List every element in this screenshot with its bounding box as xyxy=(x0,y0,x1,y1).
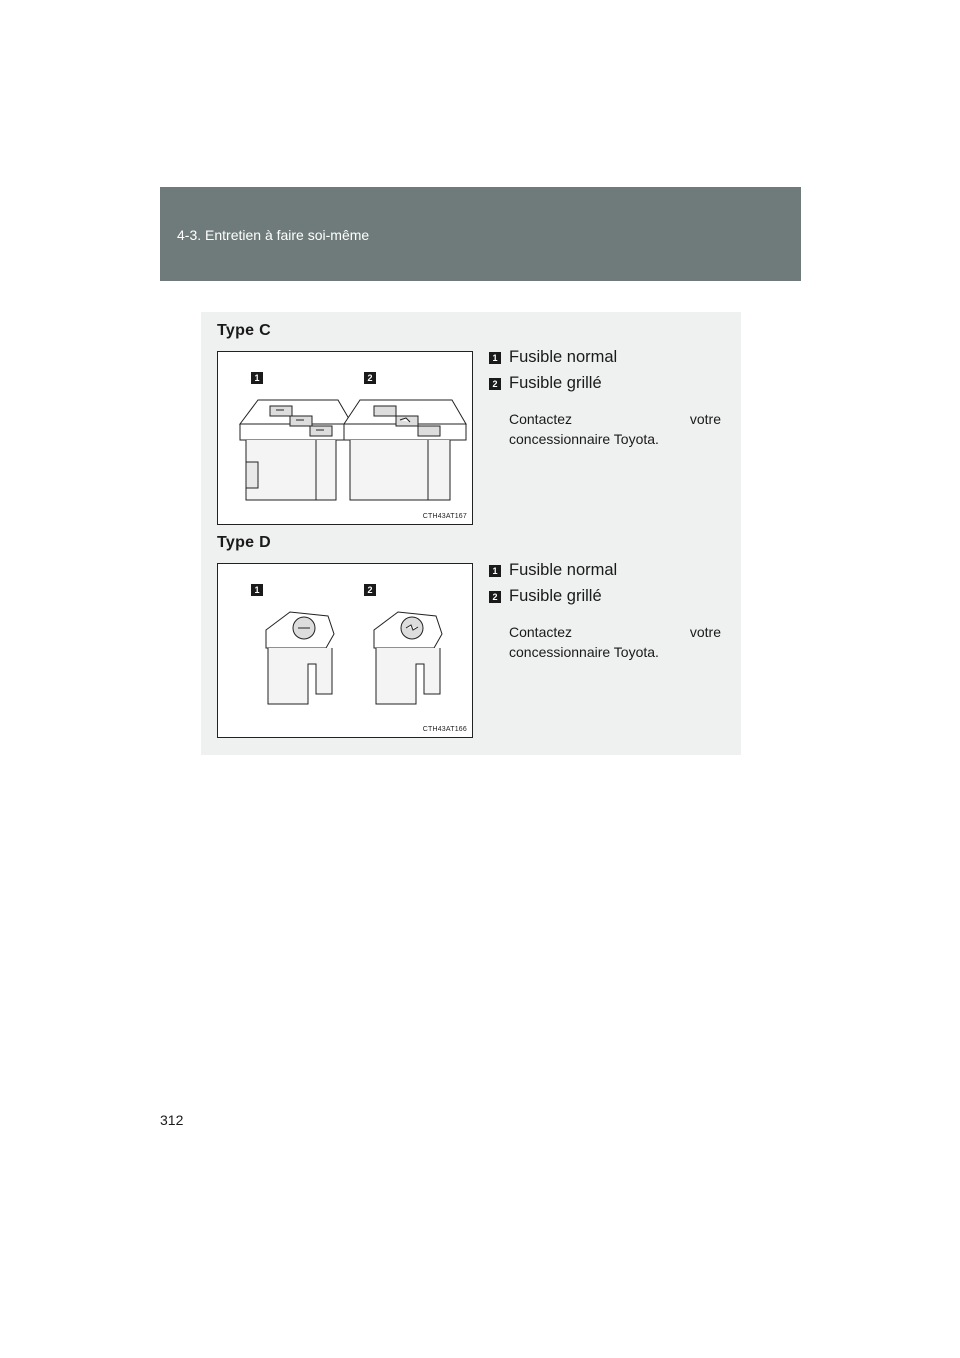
note-word: Contactez xyxy=(509,624,573,640)
legend-number-badge: 2 xyxy=(489,378,501,390)
legend-label: Fusible normal xyxy=(509,348,618,366)
figure-code: CTH43AT166 xyxy=(422,726,467,733)
dealer-note xyxy=(509,409,721,449)
legend-item xyxy=(489,373,721,399)
callout-2-badge: 2 xyxy=(364,584,376,596)
page-number: 312 xyxy=(160,1112,184,1128)
section-header-title: 4-3. Entretien à faire soi-même xyxy=(177,227,370,243)
type-c-figure xyxy=(217,351,473,525)
type-d-figure xyxy=(217,563,473,738)
note-line: concessionnaire Toyota. xyxy=(509,644,659,660)
legend-number-badge: 2 xyxy=(489,591,501,603)
callout-2-badge: 2 xyxy=(364,372,376,384)
fuse-types-panel xyxy=(201,312,741,755)
section-header-bar xyxy=(160,187,801,281)
legend-item xyxy=(489,347,721,373)
dealer-note xyxy=(509,622,721,662)
legend-number-badge: 1 xyxy=(489,352,501,364)
legend-number-badge: 1 xyxy=(489,565,501,577)
note-word: votre xyxy=(689,411,721,427)
figure-code: CTH43AT167 xyxy=(422,513,467,520)
legend-label: Fusible normal xyxy=(509,561,618,579)
note-word: votre xyxy=(689,624,721,640)
type-d-title: Type D xyxy=(217,534,271,551)
legend-item xyxy=(489,586,721,612)
note-word: Contactez xyxy=(509,411,573,427)
legend-label: Fusible grillé xyxy=(509,587,602,605)
legend-label: Fusible grillé xyxy=(509,374,602,392)
legend-item xyxy=(489,560,721,586)
type-d-legend xyxy=(489,560,721,662)
type-c-title: Type C xyxy=(217,322,271,339)
callout-1-badge: 1 xyxy=(251,584,263,596)
note-line: concessionnaire Toyota. xyxy=(509,431,659,447)
callout-1-badge: 1 xyxy=(251,372,263,384)
type-c-legend xyxy=(489,347,721,449)
